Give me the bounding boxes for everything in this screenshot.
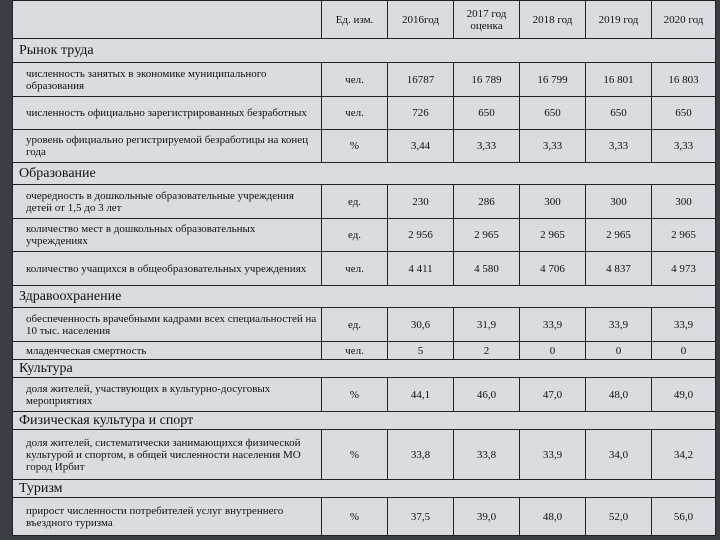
indicator-value: 30,6 [388,308,454,342]
indicator-unit: чел. [322,252,388,286]
indicator-value: 0 [520,342,586,360]
section-header [13,286,716,308]
header-row [13,1,716,39]
indicator-value: 4 580 [454,252,520,286]
indicator-unit: % [322,378,388,412]
table-row [13,97,716,130]
indicator-value: 33,9 [520,430,586,480]
section-header [13,360,716,378]
indicator-value: 726 [388,97,454,130]
indicator-value: 4 411 [388,252,454,286]
indicator-unit: % [322,498,388,536]
indicator-value: 31,9 [454,308,520,342]
indicator-unit: чел. [322,342,388,360]
indicator-value: 650 [586,97,652,130]
header-year-2018: 2018 год [520,1,586,39]
indicator-value: 44,1 [388,378,454,412]
indicator-value: 48,0 [520,498,586,536]
indicator-value: 33,9 [586,308,652,342]
indicator-value: 3,44 [388,130,454,163]
indicator-value: 16 799 [520,63,586,97]
indicator-value: 5 [388,342,454,360]
indicator-name: количество учащихся в общеобразовательных учреждениях [13,252,322,286]
indicator-value: 286 [454,185,520,219]
indicator-unit: ед. [322,308,388,342]
table-row [13,430,716,480]
header-year-2020: 2020 год [652,1,716,39]
section-title: Культура [13,360,716,378]
indicator-unit: ед. [322,219,388,252]
table-row [13,308,716,342]
indicator-value: 34,0 [586,430,652,480]
indicator-value: 33,8 [388,430,454,480]
table-row [13,63,716,97]
indicator-value: 300 [586,185,652,219]
indicator-name: очередность в дошкольные образовательные учреждения детей от 1,5 до 3 лет [13,185,322,219]
indicator-value: 47,0 [520,378,586,412]
indicator-value: 2 965 [454,219,520,252]
indicator-name: доля жителей, участвующих в культурно-досуговых мероприятиях [13,378,322,412]
indicator-value: 3,33 [520,130,586,163]
indicator-value: 33,9 [652,308,716,342]
table-row [13,252,716,286]
indicators-table [12,0,716,536]
indicator-unit: чел. [322,63,388,97]
indicator-value: 33,8 [454,430,520,480]
indicator-value: 3,33 [454,130,520,163]
indicator-value: 16787 [388,63,454,97]
indicator-value: 16 803 [652,63,716,97]
header-unit: Ед. изм. [322,1,388,39]
section-title: Физическая культура и спорт [13,412,716,430]
indicator-value: 2 965 [520,219,586,252]
indicator-value: 0 [652,342,716,360]
indicator-value: 650 [520,97,586,130]
indicator-value: 4 973 [652,252,716,286]
table-row [13,219,716,252]
header-blank-cell [13,1,322,39]
section-header [13,412,716,430]
indicator-unit: ед. [322,185,388,219]
indicator-unit: % [322,130,388,163]
indicator-value: 650 [454,97,520,130]
section-header [13,39,716,63]
indicator-value: 0 [586,342,652,360]
indicator-name: численность официально зарегистрированных безработных [13,97,322,130]
table-row [13,498,716,536]
table-row [13,130,716,163]
indicator-value: 34,2 [652,430,716,480]
indicator-value: 4 837 [586,252,652,286]
section-header [13,480,716,498]
indicator-value: 4 706 [520,252,586,286]
header-year-2017: 2017 год оценка [454,1,520,39]
section-header [13,163,716,185]
indicator-value: 16 789 [454,63,520,97]
indicator-name: прирост численности потребителей услуг внутреннего въездного туризма [13,498,322,536]
indicator-name: обеспеченность врачебными кадрами всех специальностей на 10 тыс. населения [13,308,322,342]
indicator-name: численность занятых в экономике муниципального образования [13,63,322,97]
indicator-value: 49,0 [652,378,716,412]
indicator-value: 300 [652,185,716,219]
indicator-value: 230 [388,185,454,219]
indicator-value: 39,0 [454,498,520,536]
table-row [13,342,716,360]
indicator-value: 2 [454,342,520,360]
header-year-2016: 2016год [388,1,454,39]
indicator-value: 2 965 [652,219,716,252]
indicator-value: 37,5 [388,498,454,536]
indicator-name: младенческая смертность [13,342,322,360]
indicator-value: 46,0 [454,378,520,412]
indicator-name: количество мест в дошкольных образовательных учреждениях [13,219,322,252]
indicator-value: 16 801 [586,63,652,97]
section-title: Образование [13,163,716,185]
indicator-unit: % [322,430,388,480]
indicator-value: 56,0 [652,498,716,536]
indicator-value: 2 956 [388,219,454,252]
indicator-value: 650 [652,97,716,130]
section-title: Рынок труда [13,39,716,63]
indicator-value: 52,0 [586,498,652,536]
indicator-value: 48,0 [586,378,652,412]
section-title: Туризм [13,480,716,498]
indicator-value: 33,9 [520,308,586,342]
indicator-value: 2 965 [586,219,652,252]
header-year-2019: 2019 год [586,1,652,39]
indicator-value: 3,33 [586,130,652,163]
table-row [13,378,716,412]
indicator-unit: чел. [322,97,388,130]
indicator-name: уровень официально регистрируемой безработицы на конец года [13,130,322,163]
indicator-name: доля жителей, систематически занимающихся физической культурой и спортом, в общей численности населения МО город Ирбит [13,430,322,480]
indicator-value: 300 [520,185,586,219]
table-row [13,185,716,219]
section-title: Здравоохранение [13,286,716,308]
indicator-value: 3,33 [652,130,716,163]
